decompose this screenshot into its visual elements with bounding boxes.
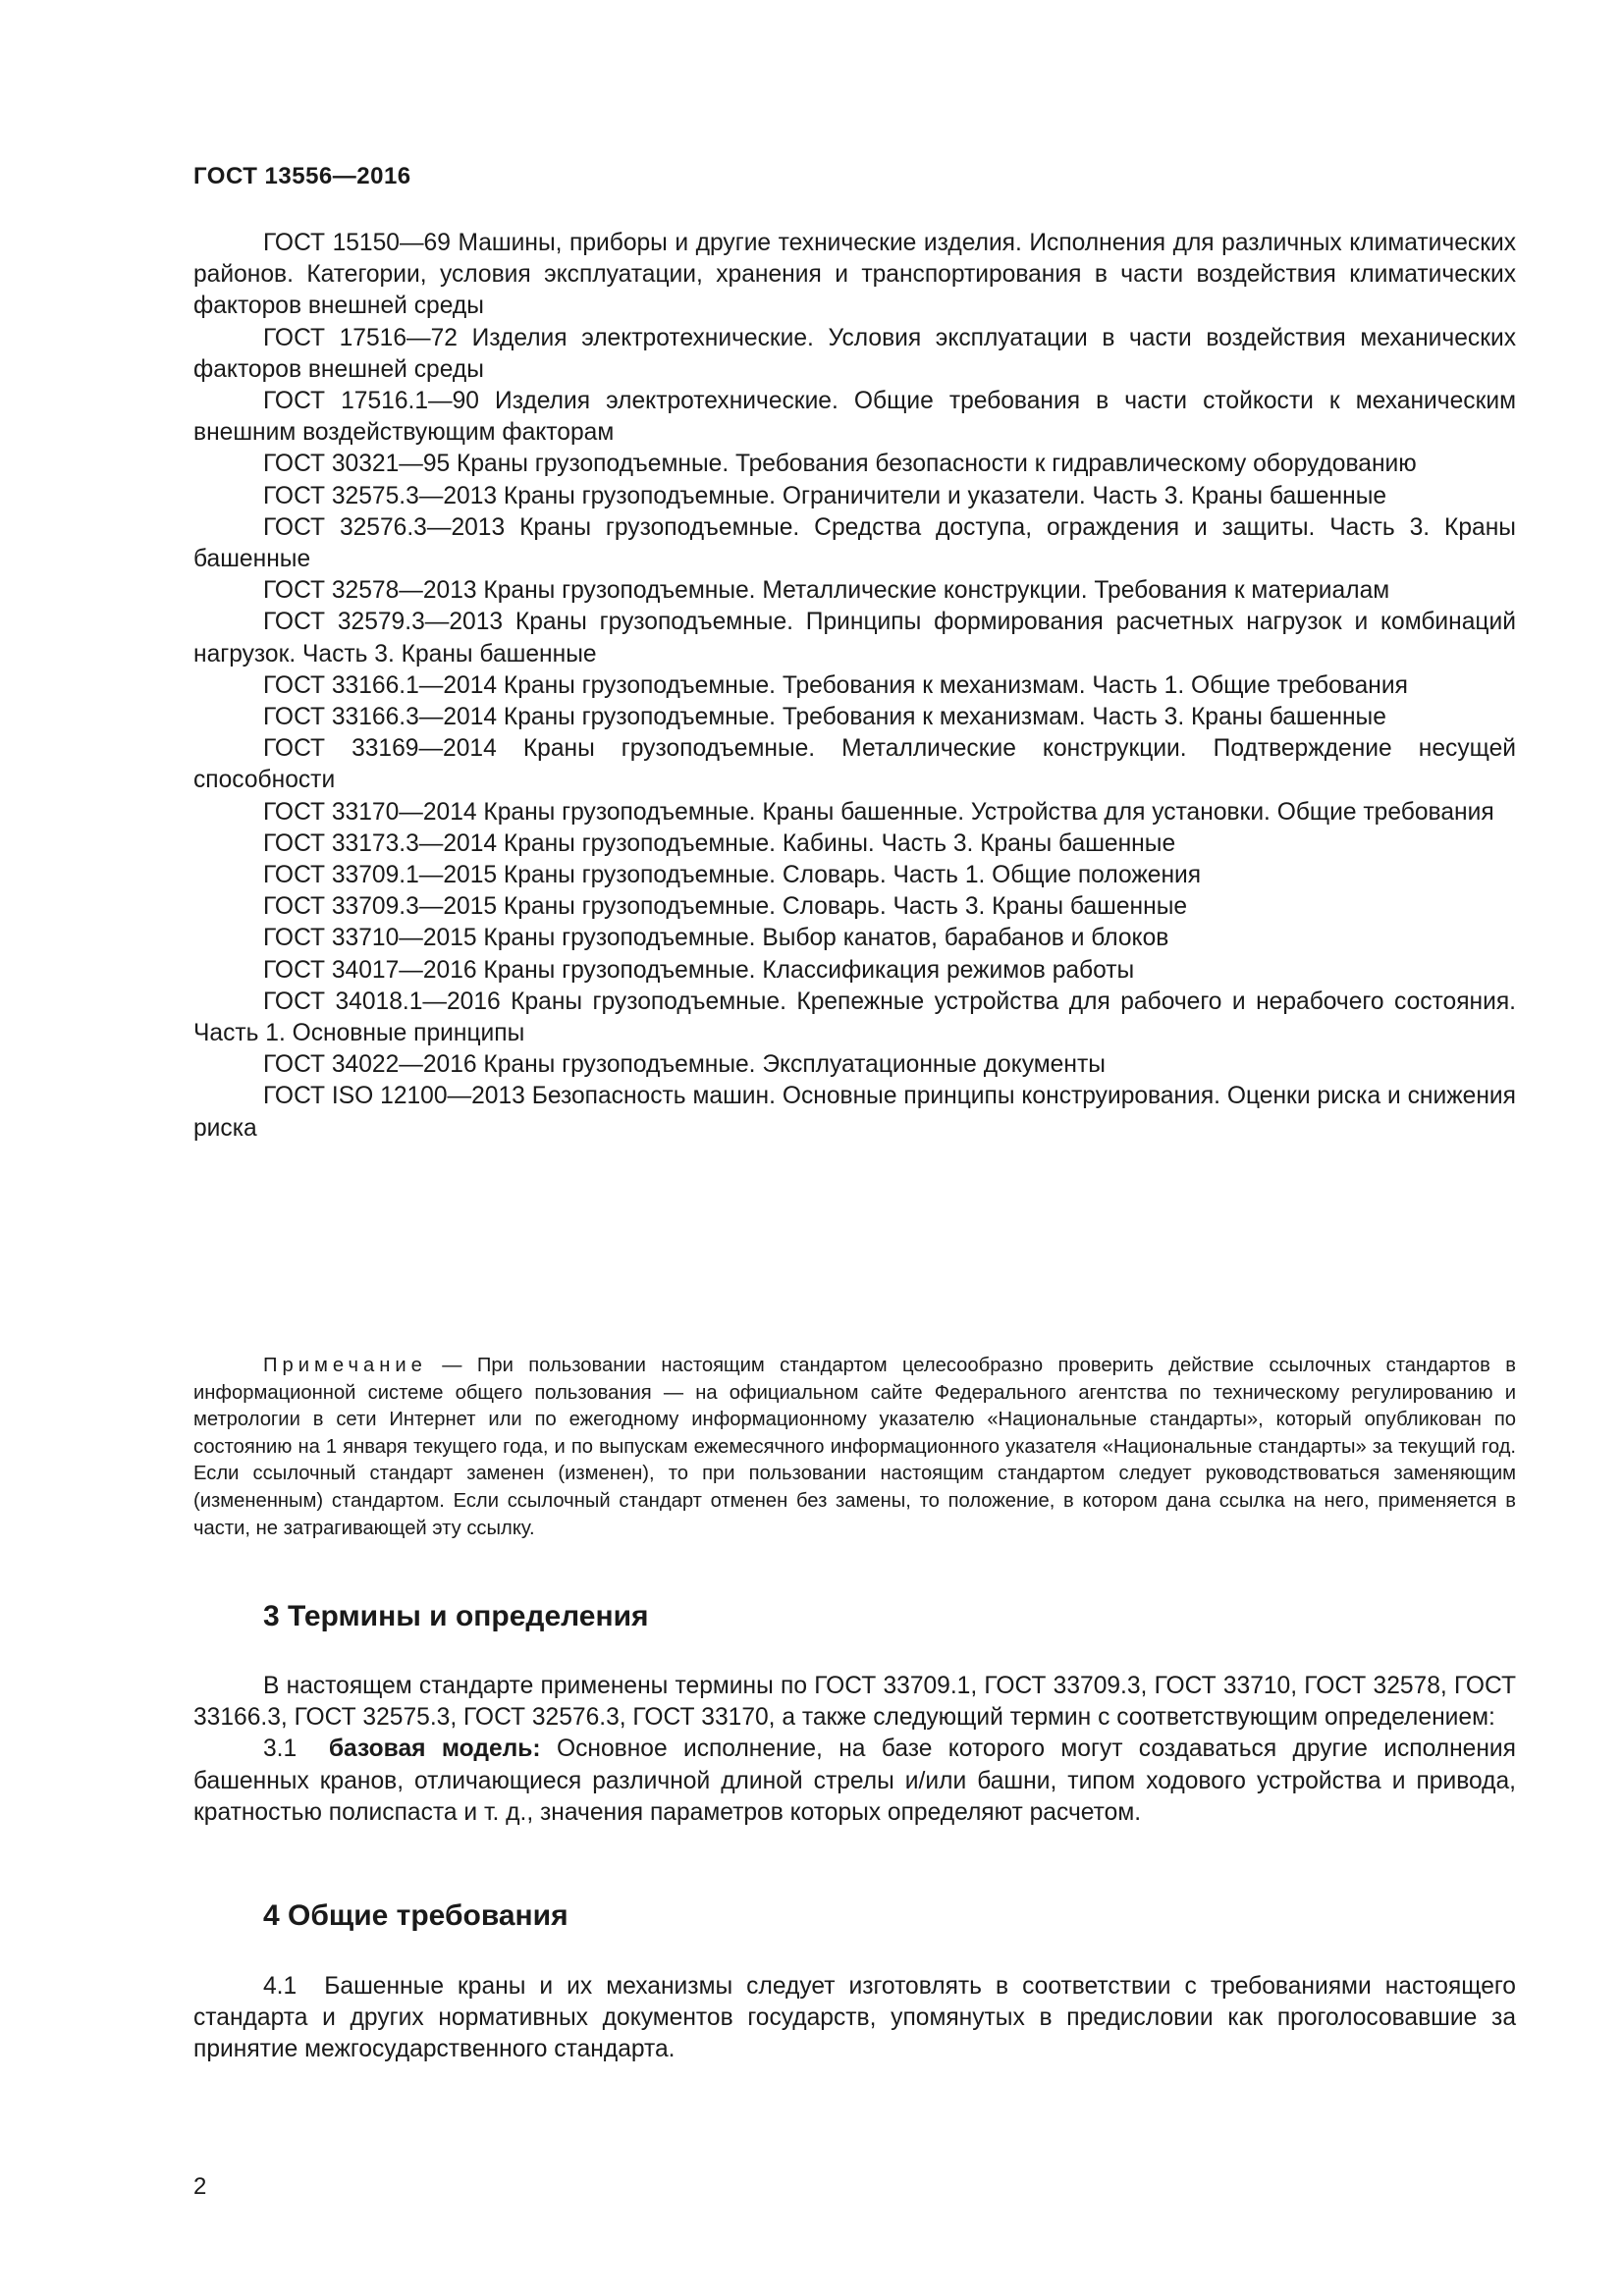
reference-item: ГОСТ 33166.1—2014 Краны грузоподъемные. Требования к механизмам. Часть 1. Общие требования bbox=[263, 671, 1408, 699]
reference-item: ГОСТ 34017—2016 Краны грузоподъемные. Классификация режимов работы bbox=[263, 956, 1135, 984]
reference-item: ГОСТ 32578—2013 Краны грузоподъемные. Металлические конструкции. Требования к материалам bbox=[263, 577, 1390, 605]
reference-item: ГОСТ 33710—2015 Краны грузоподъемные. Выбор канатов, барабанов и блоков bbox=[263, 925, 1169, 952]
reference-item: ГОСТ 32575.3—2013 Краны грузоподъемные. Ограничители и указатели. Часть 3. Краны башенные bbox=[263, 482, 1387, 509]
reference-item: ГОСТ 34018.1—2016 Краны грузоподъемные. Крепежные устройства для рабочего и нерабочего состояния. Часть 1. Основные принципы bbox=[193, 988, 1516, 1047]
reference-item: ГОСТ 32576.3—2013 Краны грузоподъемные. Средства доступа, ограждения и защиты. Часть 3. Краны башенные bbox=[193, 513, 1516, 573]
reference-item: ГОСТ 17516.1—90 Изделия электротехнические. Общие требования в части стойкости к механическим внешним воздействующим факторам bbox=[193, 388, 1516, 447]
definition-3-1 bbox=[193, 1734, 1516, 1829]
item-number: 4.1 bbox=[263, 1973, 298, 2000]
term-definition: Основное исполнение, на базе которого могут создаваться другие исполнения башенных кранов, отличающиеся различной длиной стрелы и/или башни, типом ходового устройства и привода, кратностью полиспаста и т. д., значения параметров которых определяют расчетом. bbox=[193, 1735, 1516, 1826]
item-number: 3.1 bbox=[263, 1735, 298, 1763]
normative-references-list bbox=[193, 228, 1516, 1145]
note-paragraph bbox=[193, 1353, 1516, 1542]
reference-item: ГОСТ 33173.3—2014 Краны грузоподъемные. Кабины. Часть 3. Краны башенные bbox=[263, 829, 1176, 857]
section-3-intro: В настоящем стандарте применены термины по ГОСТ 33709.1, ГОСТ 33709.3, ГОСТ 33710, ГОСТ 32578, ГОСТ 33166.3, ГОСТ 32575.3, ГОСТ 32576.3, ГОСТ 33170, а также следующий термин с соответствующим определением: bbox=[193, 1673, 1516, 1732]
section-4-body bbox=[193, 1971, 1516, 2066]
reference-item: ГОСТ 32579.3—2013 Краны грузоподъемные. Принципы формирования расчетных нагрузок и комбинаций нагрузок. Часть 3. Краны башенные bbox=[193, 609, 1516, 667]
reference-item: ГОСТ 33709.3—2015 Краны грузоподъемные. Словарь. Часть 3. Краны башенные bbox=[263, 893, 1188, 921]
reference-item: ГОСТ 33170—2014 Краны грузоподъемные. Краны башенные. Устройства для установки. Общие требования bbox=[263, 798, 1494, 826]
document-header: ГОСТ 13556—2016 bbox=[193, 163, 411, 189]
section-3-title: 3 Термины и определения bbox=[263, 1600, 649, 1632]
note-text: — При пользовании настоящим стандартом целесообразно проверить действие ссылочных стандартов в информационной системе общего пользования — на официальном сайте Федерального агентства по техническому регулированию и метрологии в сети Интернет или по ежегодному информационному указателю «Национальные стандарты», который опубликован по состоянию на 1 января текущего года, и по выпускам ежемесячного информационного указателя «Национальные стандарты» за текущий год. Если ссылочный стандарт заменен (изменен), то при пользовании настоящим стандартом следует руководствоваться заменяющим (измененным) стандартом. Если ссылочный стандарт отменен без замены, то положение, в котором дана ссылка на него, применяется в части, не затрагивающей эту ссылку. bbox=[193, 1355, 1517, 1539]
reference-item: ГОСТ 15150—69 Машины, приборы и другие технические изделия. Исполнения для различных климатических районов. Категории, условия эксплуатации, хранения и транспортирования в части воздействия климатических факторов внешней среды bbox=[193, 230, 1516, 320]
note-label: Примечание bbox=[263, 1355, 427, 1376]
requirement-text: Башенные краны и их механизмы следует изготовлять в соответствии с требованиями настоящего стандарта и других нормативных документов государств, упомянутых в предисловии как проголосовавшие за принятие межгосударственного стандарта. bbox=[193, 1973, 1516, 2063]
reference-item: ГОСТ 33169—2014 Краны грузоподъемные. Металлические конструкции. Подтверждение несущей способности bbox=[193, 735, 1516, 794]
reference-item: ГОСТ 34022—2016 Краны грузоподъемные. Эксплуатационные документы bbox=[263, 1051, 1106, 1079]
reference-item: ГОСТ 33166.3—2014 Краны грузоподъемные. Требования к механизмам. Часть 3. Краны башенные bbox=[263, 704, 1386, 731]
section-3-body bbox=[193, 1671, 1516, 1829]
section-4-title: 4 Общие требования bbox=[263, 1899, 568, 1932]
reference-item: ГОСТ 17516—72 Изделия электротехнические. Условия эксплуатации в части воздействия механических факторов внешней среды bbox=[193, 324, 1516, 383]
term-label: базовая модель: bbox=[328, 1735, 541, 1763]
reference-item: ГОСТ 30321—95 Краны грузоподъемные. Требования безопасности к гидравлическому оборудованию bbox=[263, 451, 1417, 478]
reference-item: ГОСТ ISO 12100—2013 Безопасность машин. Основные принципы конструирования. Оценки риска и снижения риска bbox=[193, 1083, 1516, 1142]
page-number: 2 bbox=[193, 2173, 207, 2200]
reference-item: ГОСТ 33709.1—2015 Краны грузоподъемные. Словарь. Часть 1. Общие положения bbox=[263, 862, 1202, 889]
requirement-4-1 bbox=[193, 1971, 1516, 2066]
